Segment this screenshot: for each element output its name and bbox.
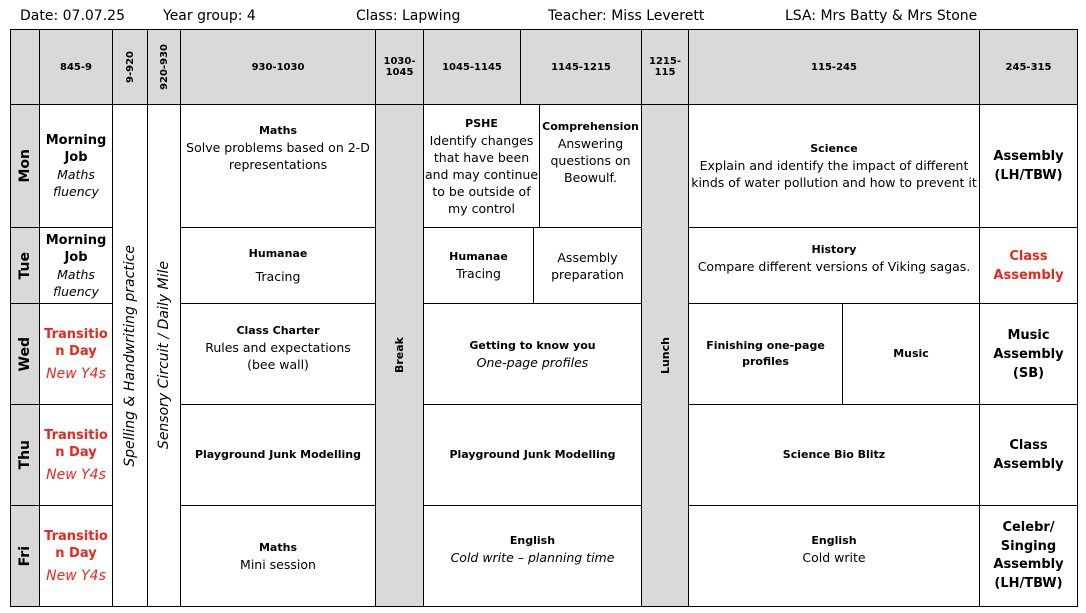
lesson-title: Playground Junk Modelling xyxy=(449,448,616,461)
assembly-label: Assembly xyxy=(993,346,1064,362)
lesson-detail: Tracing xyxy=(456,266,501,281)
cell-title: Transitio xyxy=(44,528,108,544)
teacher-label: Teacher: Miss Leverett xyxy=(548,8,705,24)
lesson-title: Science xyxy=(810,142,858,155)
class-label: Class: Lapwing xyxy=(356,8,461,24)
assembly-label: Celebr/ xyxy=(1002,520,1055,535)
lesson-detail: Solve problems based on 2-D xyxy=(186,140,370,155)
lesson-title: Science Bio Blitz xyxy=(782,448,886,461)
mon-morning-job xyxy=(39,104,113,228)
cell-detail: Maths xyxy=(57,266,95,282)
day-tue xyxy=(10,227,40,304)
fri-celebration-assembly xyxy=(979,505,1078,607)
day-label: Thu xyxy=(17,440,33,470)
cell-title: Morning xyxy=(45,133,107,148)
date-label: Date: 07.07.25 xyxy=(20,8,125,24)
lesson-detail: that have been xyxy=(433,149,530,165)
thu-class-assembly xyxy=(979,404,1078,506)
lesson-detail: (bee wall) xyxy=(247,357,309,372)
lunch-label: Lunch xyxy=(658,336,672,375)
day-fri xyxy=(10,505,40,607)
lesson-detail: representations xyxy=(228,157,328,172)
assembly-label: (SB) xyxy=(1012,365,1045,381)
day-label: Wed xyxy=(17,336,33,372)
fri-maths xyxy=(180,505,376,607)
assembly-label: Singing xyxy=(1000,538,1057,554)
lesson-detail: my control xyxy=(448,200,515,216)
spelling-handwriting-column xyxy=(112,104,148,607)
assembly-label: (LH/TBW) xyxy=(994,575,1063,591)
thu-junk-modelling xyxy=(180,404,376,506)
cell-title: n Day xyxy=(55,545,97,561)
assembly-label: Music xyxy=(1007,327,1050,343)
lesson-title: Maths xyxy=(258,540,297,554)
lesson-title: Comprehension xyxy=(542,120,639,133)
day-label: Mon xyxy=(17,149,33,183)
wed-music xyxy=(842,303,980,405)
time-1045-1145 xyxy=(423,29,521,105)
time-label: 1045-1145 xyxy=(442,61,502,73)
lesson-title: PSHE xyxy=(465,116,498,130)
lesson-detail: Beowulf. xyxy=(564,170,617,185)
assembly-label: Class xyxy=(1009,248,1048,264)
mon-pshe xyxy=(423,104,540,228)
thu-transition-day xyxy=(39,404,113,506)
day-thu xyxy=(10,404,40,506)
assembly-label: Assembly xyxy=(993,557,1064,572)
time-label: 1215- xyxy=(649,56,681,67)
lesson-detail: and may continue xyxy=(424,166,539,182)
time-9-920 xyxy=(112,29,148,105)
lesson-title: Humanae xyxy=(449,250,508,263)
time-label: 930-1030 xyxy=(251,61,305,73)
time-845-9 xyxy=(39,29,113,105)
lunch-column xyxy=(641,104,689,607)
lesson-detail: Identify changes xyxy=(429,132,534,148)
time-label: 9-920 xyxy=(124,51,136,83)
lesson-detail: Answering xyxy=(557,136,624,151)
lesson-title: Playground Junk Modelling xyxy=(194,448,362,461)
lesson-detail: Cold write xyxy=(802,550,866,565)
assembly-label: Assembly xyxy=(993,457,1064,472)
break-column xyxy=(375,104,424,607)
lesson-detail: Assembly xyxy=(557,249,618,265)
fri-transition-day xyxy=(39,505,113,607)
corner-cell xyxy=(10,29,40,105)
lesson-title: Class Charter xyxy=(236,324,320,337)
lesson-title: Maths xyxy=(258,124,297,137)
cell-title: Morning xyxy=(45,232,107,248)
day-label: Fri xyxy=(17,545,33,567)
tue-history xyxy=(688,227,980,304)
lesson-detail: Mini session xyxy=(240,556,316,572)
wed-class-charter xyxy=(180,303,376,405)
mon-science xyxy=(688,104,980,228)
fri-english-2 xyxy=(688,505,980,607)
mon-assembly xyxy=(979,104,1078,228)
lesson-detail: One-page profiles xyxy=(476,354,589,370)
assembly-label: Assembly xyxy=(993,149,1064,164)
year-group-label: Year group: 4 xyxy=(163,8,256,24)
lesson-title: Finishing one-page xyxy=(706,339,825,352)
day-wed xyxy=(10,303,40,405)
cell-title: Transitio xyxy=(44,427,108,443)
cell-detail: New Y4s xyxy=(46,365,106,382)
time-label: 845-9 xyxy=(60,61,92,73)
break-label: Break xyxy=(393,337,406,374)
cell-detail: Maths xyxy=(57,167,95,182)
lesson-detail: Compare different versions of Viking sagas. xyxy=(697,259,971,274)
time-245-315 xyxy=(979,29,1078,105)
lesson-detail: preparation xyxy=(551,266,624,282)
wed-finishing-profiles xyxy=(688,303,843,405)
thu-junk-modelling-2 xyxy=(423,404,642,506)
cell-title: n Day xyxy=(55,343,97,359)
time-label: 1030- xyxy=(383,56,416,67)
cell-title: Transitio xyxy=(44,326,108,342)
time-1030-1045 xyxy=(375,29,424,105)
cell-title: Job xyxy=(64,249,88,265)
cell-detail: New Y4s xyxy=(46,567,106,584)
cell-detail: fluency xyxy=(53,184,99,199)
day-label: Tue xyxy=(17,251,33,280)
tue-morning-job xyxy=(39,227,113,304)
time-label: 920-930 xyxy=(158,44,170,90)
time-930-1030 xyxy=(180,29,376,105)
time-1215-115 xyxy=(641,29,689,105)
mon-maths xyxy=(180,104,376,228)
day-mon xyxy=(10,104,40,228)
lesson-detail: kinds of water pollution and how to prevent it xyxy=(691,175,977,190)
sensory-circuit-column xyxy=(147,104,181,607)
lesson-title: History xyxy=(811,243,857,256)
time-1145-1215 xyxy=(520,29,642,105)
lesson-title: Humanae xyxy=(248,247,308,260)
tue-class-assembly xyxy=(979,227,1078,304)
thu-bio-blitz xyxy=(688,404,980,506)
spelling-label: Spelling & Handwriting practice xyxy=(121,244,138,467)
time-label: 245-315 xyxy=(1005,61,1052,73)
wed-transition-day xyxy=(39,303,113,405)
lesson-title: Getting to know you xyxy=(469,338,596,352)
tue-assembly-prep xyxy=(533,227,642,304)
cell-detail: New Y4s xyxy=(46,466,106,483)
lesson-detail: Cold write – planning time xyxy=(450,550,615,565)
time-label: 1145-1215 xyxy=(551,61,611,73)
wed-music-assembly xyxy=(979,303,1078,405)
assembly-label: Assembly xyxy=(993,267,1064,283)
lesson-title: Music xyxy=(893,347,929,360)
time-label: 115-245 xyxy=(811,61,857,73)
tue-humanae-2 xyxy=(423,227,534,304)
cell-title: Job xyxy=(64,150,88,165)
lesson-detail: Tracing xyxy=(255,269,301,284)
mon-comprehension xyxy=(539,104,642,228)
lesson-detail: questions on xyxy=(550,153,631,168)
time-label: 1045 xyxy=(385,67,414,78)
lesson-detail: Explain and identify the impact of different xyxy=(699,158,969,173)
lesson-title: English xyxy=(811,534,857,547)
lesson-title: profiles xyxy=(742,355,789,368)
tue-humanae xyxy=(180,227,376,304)
lesson-detail: Rules and expectations xyxy=(205,340,351,355)
fri-english xyxy=(423,505,642,607)
lesson-title: English xyxy=(509,534,556,547)
lsa-label: LSA: Mrs Batty & Mrs Stone xyxy=(785,8,978,24)
wed-getting-to-know-you xyxy=(423,303,642,405)
assembly-label: Class xyxy=(1009,438,1048,453)
cell-title: n Day xyxy=(55,444,97,460)
cell-detail: fluency xyxy=(53,283,99,299)
time-920-930 xyxy=(147,29,181,105)
lesson-detail: to be outside of xyxy=(432,183,531,199)
time-label: 115 xyxy=(654,67,676,78)
time-115-245 xyxy=(688,29,980,105)
assembly-label: (LH/TBW) xyxy=(994,168,1063,183)
sensory-label: Sensory Circuit / Daily Mile xyxy=(155,261,172,450)
